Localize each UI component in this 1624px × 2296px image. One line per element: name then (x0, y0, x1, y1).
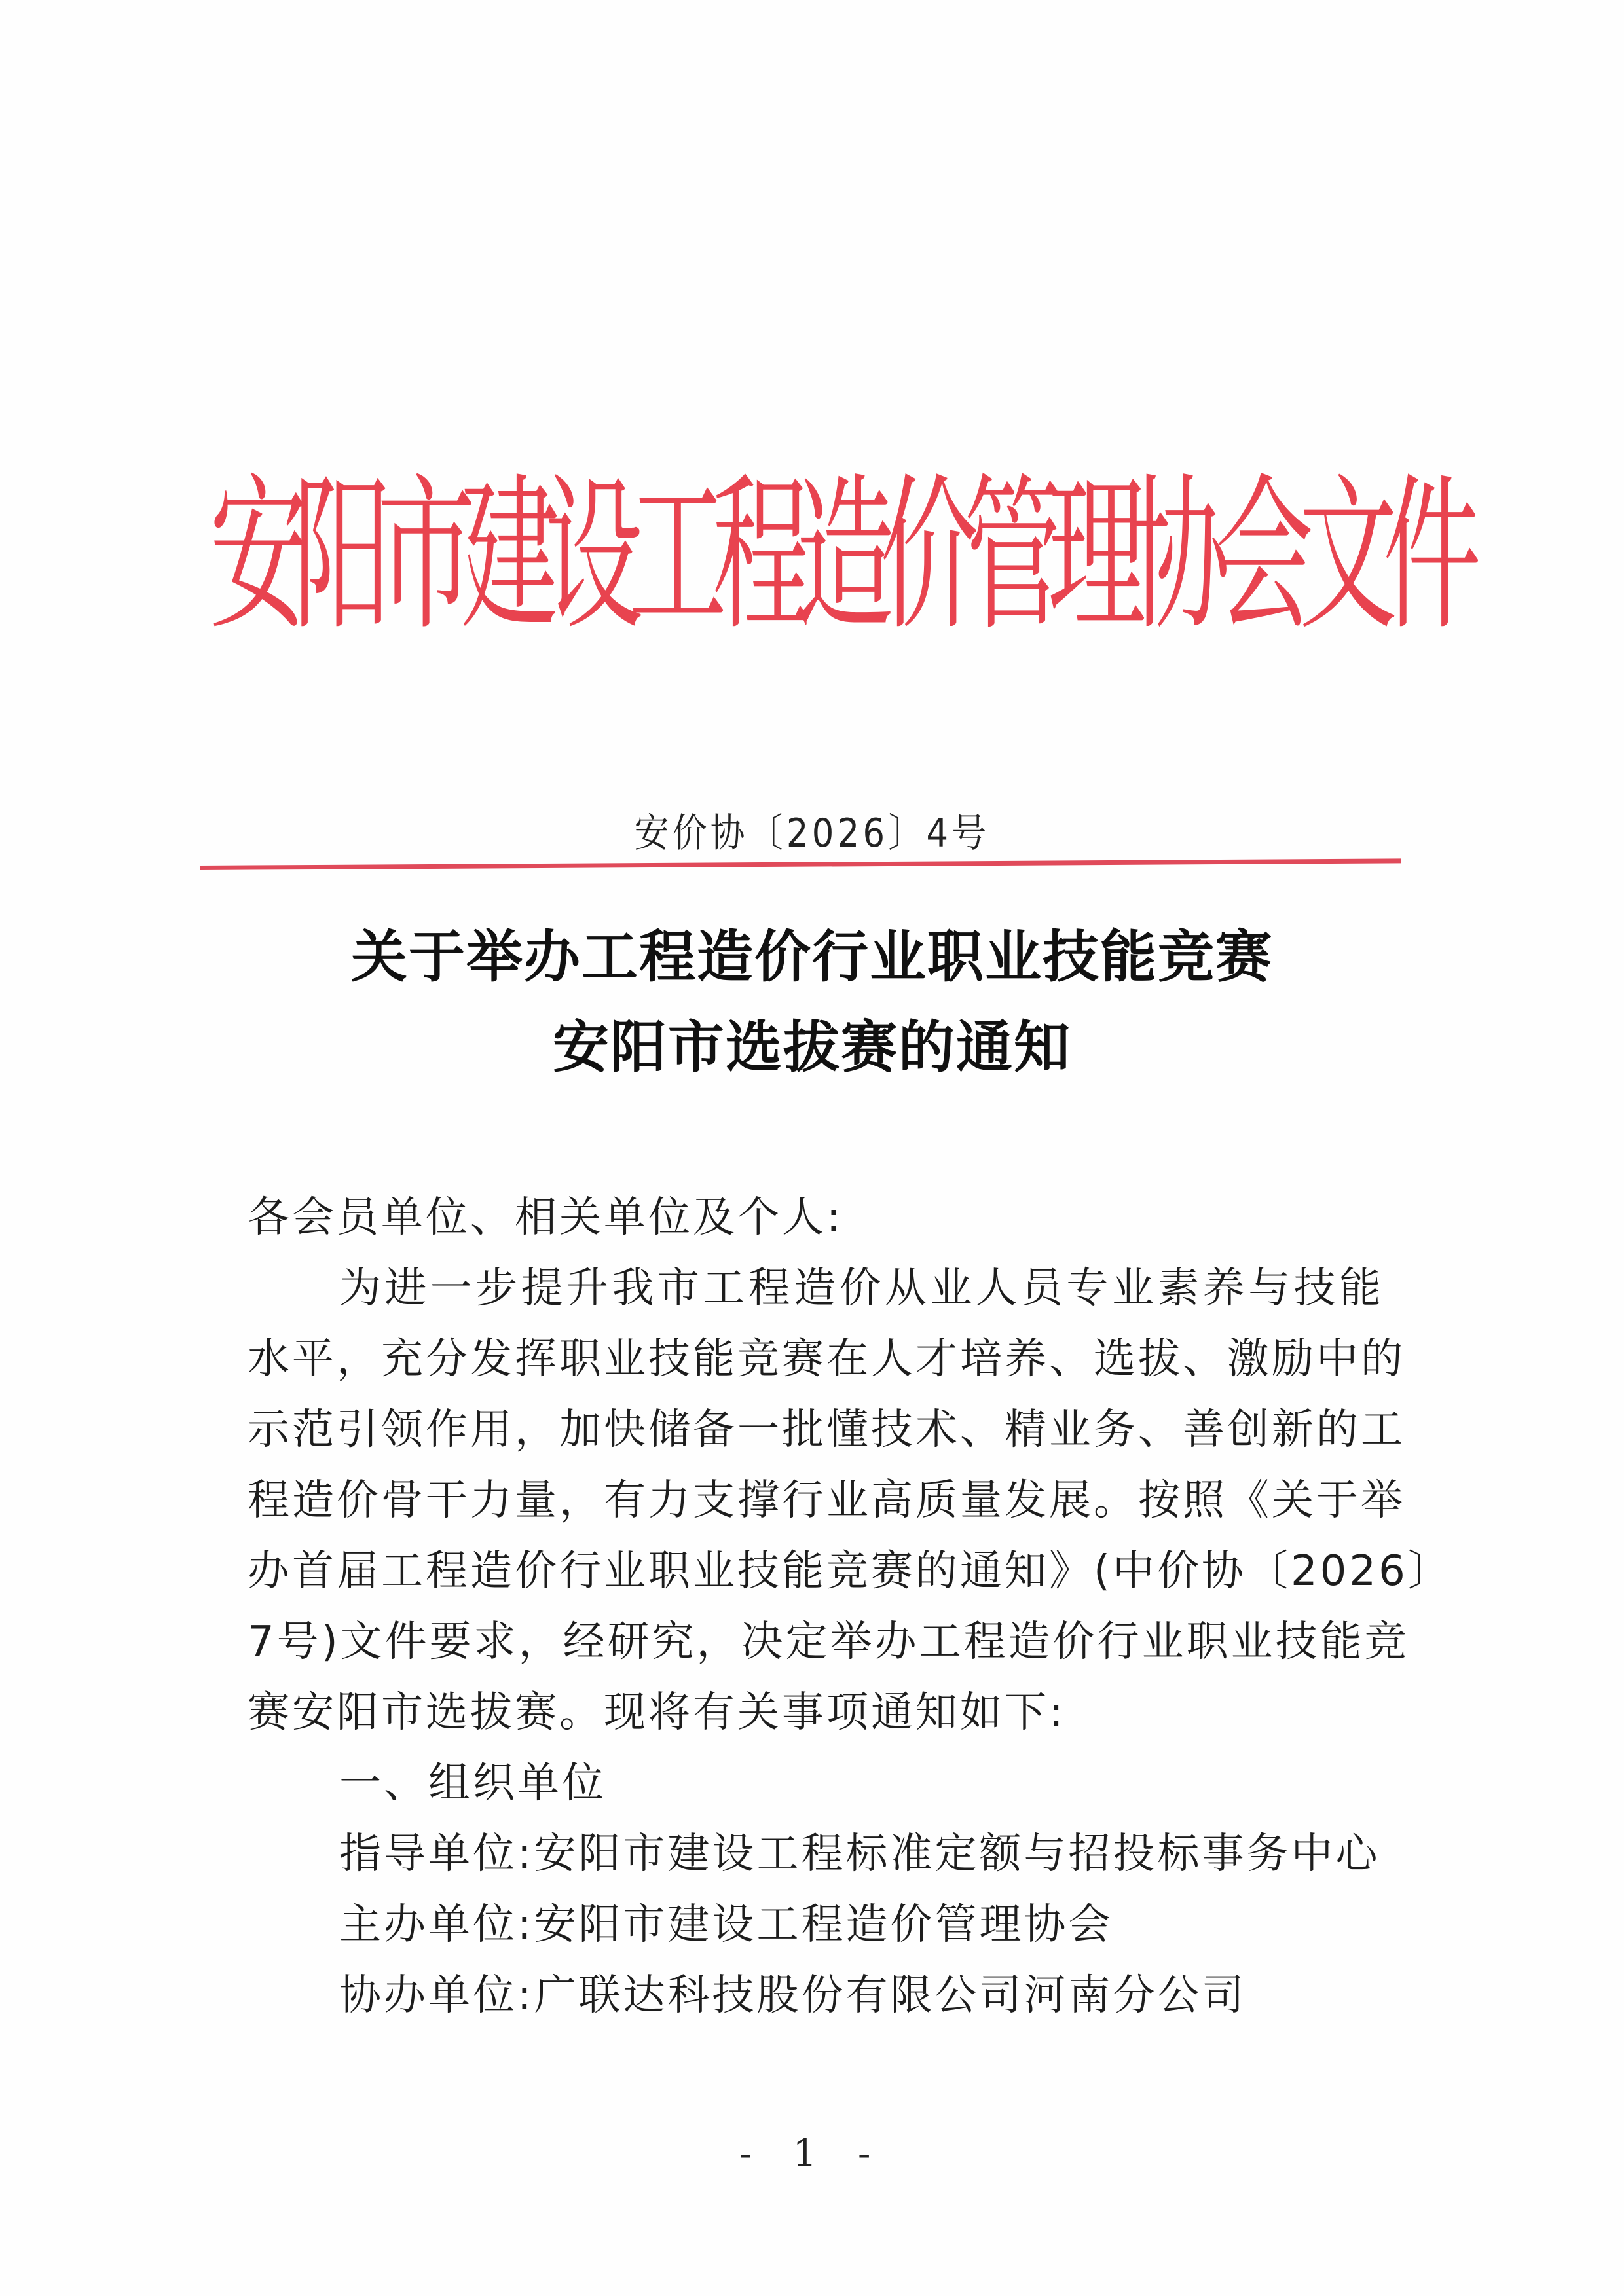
masthead-char: 件 (1383, 460, 1482, 653)
document-title-line-1: 关于举办工程造价行业职业技能竞赛 (351, 924, 1273, 990)
body-line: 为进一步提升我市工程造价从业人员专业素养与技能 (339, 1264, 1384, 1313)
organizer-label: 指导单位: (339, 1830, 534, 1878)
salutation: 各会员单位、相关单位及个人: (248, 1194, 843, 1242)
body-line: 程造价骨干力量，有力支撑行业高质量发展。按照《关于举 (248, 1476, 1405, 1525)
masthead-char: 工 (629, 460, 728, 653)
organizer-value: 安阳市建设工程造价管理协会 (534, 1901, 1113, 1949)
masthead-char: 造 (796, 460, 895, 653)
body-line: 赛安阳市选拔赛。现将有关事项通知如下: (248, 1688, 1066, 1737)
masthead-char: 安 (210, 460, 308, 653)
page-number: - 1 - (739, 2131, 885, 2176)
masthead-char: 价 (880, 460, 979, 653)
body-line: 水平，充分发挥职业技能竞赛在人才培养、选拔、激励中的 (248, 1335, 1405, 1383)
masthead-char: 设 (545, 460, 644, 653)
organizer-row (339, 1891, 1113, 1951)
masthead-char: 文 (1299, 460, 1398, 653)
organizer-label: 协办单位: (339, 1971, 534, 2020)
document-title-line-2: 安阳市选拔赛的通知 (553, 1014, 1071, 1080)
red-divider-rule (200, 858, 1401, 870)
body-line: 7号)文件要求，经研究，决定举办工程造价行业职业技能竞 (248, 1618, 1409, 1666)
organizer-row (339, 1820, 1380, 1880)
masthead-char: 会 (1215, 460, 1314, 653)
masthead-char: 协 (1132, 460, 1230, 653)
body-line: 示范引领作用，加快储备一批懂技术、精业务、善创新的工 (248, 1406, 1405, 1454)
document-number: 安价协〔2026〕4号 (634, 811, 990, 856)
body-line: 办首届工程造价行业职业技能竞赛的通知》(中价协〔2026〕 (248, 1547, 1452, 1595)
masthead-char: 管 (964, 460, 1063, 653)
masthead-char: 理 (1048, 460, 1147, 653)
organizer-row (339, 1961, 1247, 2022)
masthead-char: 阳 (293, 460, 392, 653)
organizer-value: 安阳市建设工程标准定额与招投标事务中心 (534, 1830, 1380, 1878)
masthead-char: 市 (377, 460, 476, 653)
section-heading: 一、组织单位 (339, 1759, 606, 1808)
masthead-red-header (210, 460, 1482, 653)
masthead-char: 程 (712, 460, 811, 653)
masthead-char: 建 (461, 460, 560, 653)
organizer-value: 广联达科技股份有限公司河南分公司 (534, 1971, 1247, 2020)
organizer-label: 主办单位: (339, 1901, 534, 1949)
